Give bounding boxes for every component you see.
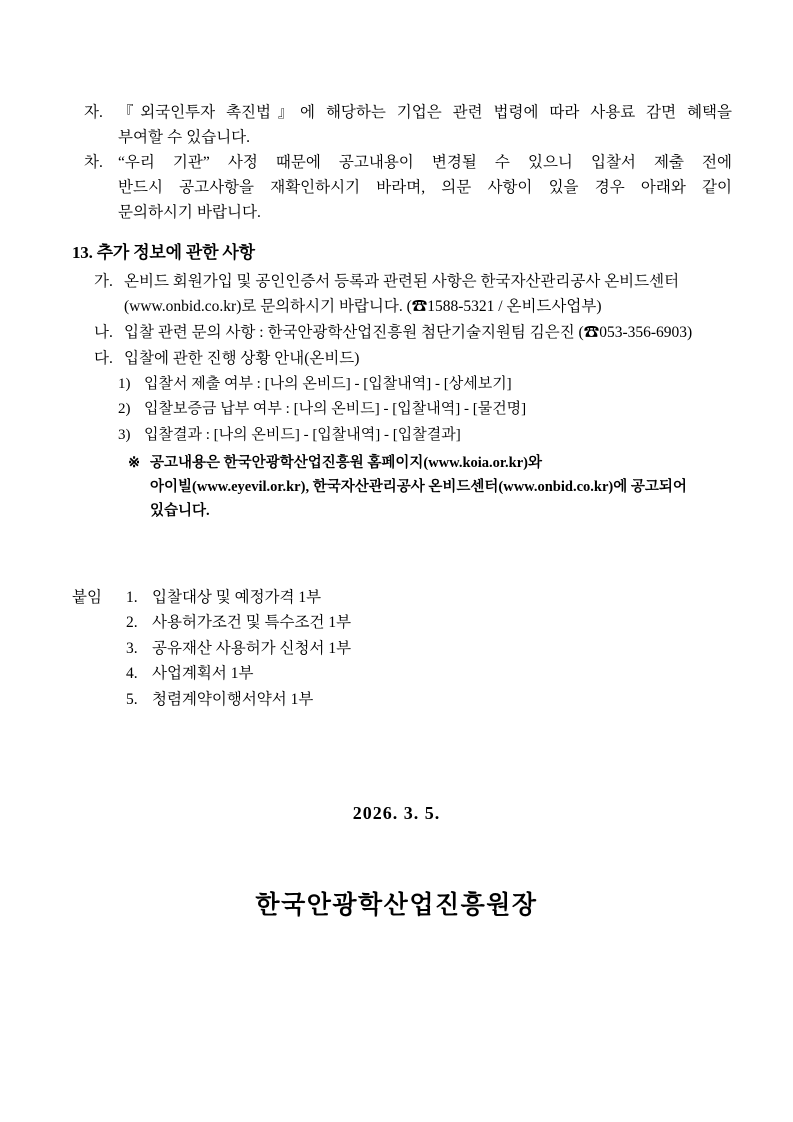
list-marker: 차.: [84, 154, 103, 172]
note-text: [150, 451, 732, 523]
attachment-text: 입찰대상 및 예정가격 1부: [152, 589, 322, 606]
section-heading: 13. 추가 정보에 관한 사항: [72, 242, 255, 262]
asterisk-icon: ※: [128, 454, 141, 471]
attachment-text: 사용허가조건 및 특수조건 1부: [152, 614, 352, 632]
text-line: “우리 기관” 사정 때문에 공고내용이 변경될 수 있으니 입찰서 제출 전에: [118, 154, 732, 172]
attachments-block: [72, 585, 712, 712]
list-text: 입찰결과 : [나의 온비드] - [입찰내역] - [입찰결과]: [144, 426, 461, 443]
list-text: [118, 150, 732, 225]
text-line: 입찰 관련 문의 사항 : 한국안광학산업진흥원 첨단기술지원팀 김은진 (☎053-356-6903): [124, 323, 693, 341]
attachment-text: 공유재산 사용허가 신청서 1부: [152, 639, 352, 657]
attachment-number: 1.: [126, 589, 138, 606]
attachment-text: 사업계획서 1부: [152, 665, 254, 683]
list-marker: 자.: [84, 104, 103, 121]
list-marker: 나.: [94, 323, 113, 341]
list-text: [124, 346, 732, 371]
list-item: [84, 150, 732, 225]
text-line: 반드시 공고사항을 재확인하시기 바라며, 의문 사항이 있을 경우 아래와 같이: [118, 179, 732, 197]
attachment-text: 청렴계약이행서약서 1부: [152, 690, 314, 708]
document-body: [72, 100, 732, 523]
list-item: [94, 346, 732, 371]
note-block: [128, 451, 732, 523]
list-item: [126, 661, 712, 686]
list-item: [126, 636, 712, 661]
attachment-number: 5.: [126, 690, 138, 708]
list-item: [118, 397, 732, 421]
text-line: 공고내용은 한국안광학산업진흥원 홈페이지(www.koia.or.kr)와: [150, 454, 542, 471]
list-item: [84, 100, 732, 150]
attachment-number: 3.: [126, 639, 138, 657]
list-marker: 다.: [94, 349, 113, 367]
text-line: 『외국인투자 촉진법』에 해당하는 기업은 관련 법령에 따라 사용료 감면 혜택을: [118, 104, 732, 121]
list-marker: 가.: [94, 272, 113, 290]
list-marker: 2): [118, 401, 131, 418]
document-date: 2026. 3. 5.: [352, 803, 441, 823]
text-line: 온비드 회원가입 및 공인인증서 등록과 관련된 사항은 한국자산관리공사 온비드센터: [124, 272, 680, 290]
text-line: 입찰에 관한 진행 상황 안내(온비드): [124, 349, 360, 367]
list-marker: 3): [118, 426, 131, 443]
attachment-number: 2.: [126, 614, 138, 632]
text-line: (www.onbid.co.kr)로 문의하시기 바랍니다. (☎1588-5321 / 온비드사업부): [124, 297, 602, 315]
list-item: [94, 269, 732, 319]
text-line: 문의하시기 바랍니다.: [118, 204, 261, 222]
list-text: [124, 269, 732, 319]
signature-line: 한국안광학산업진흥원장: [255, 892, 538, 919]
list-item: [118, 372, 732, 396]
list-item: [118, 423, 732, 447]
list-text: 입찰서 제출 여부 : [나의 온비드] - [입찰내역] - [상세보기]: [144, 375, 512, 392]
attachment-number: 4.: [126, 665, 138, 683]
attachments-label: 붙임: [72, 589, 102, 606]
text-line: 아이빌(www.eyevil.or.kr), 한국자산관리공사 온비드센터(www.onbid.co.kr)에 공고되어: [150, 478, 687, 495]
list-item: [126, 610, 712, 635]
list-item: [94, 320, 732, 345]
list-text: [118, 100, 732, 150]
list-text: [124, 320, 732, 345]
attachment-first-line: [72, 585, 712, 610]
text-line: 있습니다.: [150, 503, 210, 519]
text-line: 부여할 수 있습니다.: [118, 129, 251, 147]
list-marker: 1): [118, 375, 131, 392]
list-item: [126, 687, 712, 712]
list-text: 입찰보증금 납부 여부 : [나의 온비드] - [입찰내역] - [물건명]: [144, 401, 527, 418]
attachment-list: [126, 610, 712, 712]
